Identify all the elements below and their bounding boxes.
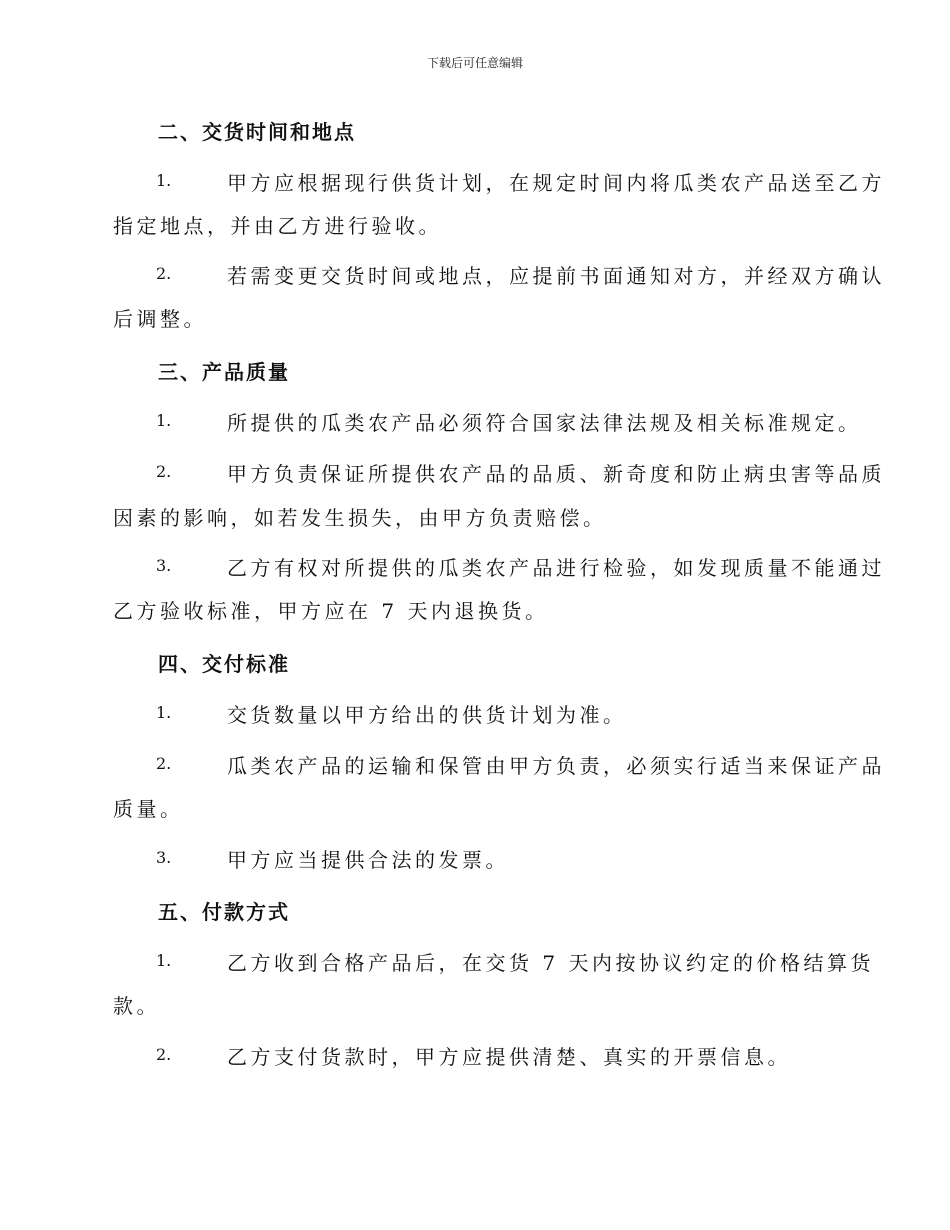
page-header: 下载后可任意编辑 [426,56,523,70]
item-number: 2. [156,1045,172,1064]
item-text-continued: 因素的影响，如若发生损失，由甲方负责赔偿。 [113,506,607,530]
item-text: 甲方负责保证所提供农产品的品质、新奇度和防止病虫害等品质 [227,462,885,486]
item-number: 2. [156,462,172,481]
item-text-continued: 款。 [113,994,160,1018]
item-number: 1. [156,703,172,722]
item-text: 乙方支付货款时，甲方应提供清楚、真实的开票信息。 [227,1045,791,1069]
item-text: 若需变更交货时间或地点，应提前书面通知对方，并经双方确认 [227,264,885,288]
item-number: 2. [156,754,172,773]
section-heading: 五、付款方式 [158,900,290,924]
item-text-continued: 质量。 [113,797,184,821]
item-number: 1. [156,171,172,190]
item-text: 甲方应当提供合法的发票。 [227,848,509,872]
item-text-continued: 乙方验收标准，甲方应在 7 天内退换货。 [113,599,549,623]
item-number: 1. [156,951,172,970]
item-number: 3. [156,556,172,575]
item-number: 3. [156,848,172,867]
section-heading: 四、交付标准 [158,652,290,676]
item-text: 乙方有权对所提供的瓜类农产品进行检验，如发现质量不能通过 [227,556,885,580]
item-text: 乙方收到合格产品后，在交货 7 天内按协议约定的价格结算货 [227,951,874,975]
item-text-continued: 指定地点，并由乙方进行验收。 [113,214,442,238]
section-heading: 三、产品质量 [158,360,290,384]
item-text: 所提供的瓜类农产品必须符合国家法律法规及相关标准规定。 [227,411,862,435]
item-text: 瓜类农产品的运输和保管由甲方负责，必须实行适当来保证产品 [227,754,885,778]
section-heading: 二、交货时间和地点 [158,120,356,144]
item-text: 甲方应根据现行供货计划，在规定时间内将瓜类农产品送至乙方 [227,171,885,195]
item-text-continued: 后调整。 [113,307,207,331]
item-number: 2. [156,264,172,283]
item-text: 交货数量以甲方给出的供货计划为准。 [227,703,627,727]
item-number: 1. [156,411,172,430]
